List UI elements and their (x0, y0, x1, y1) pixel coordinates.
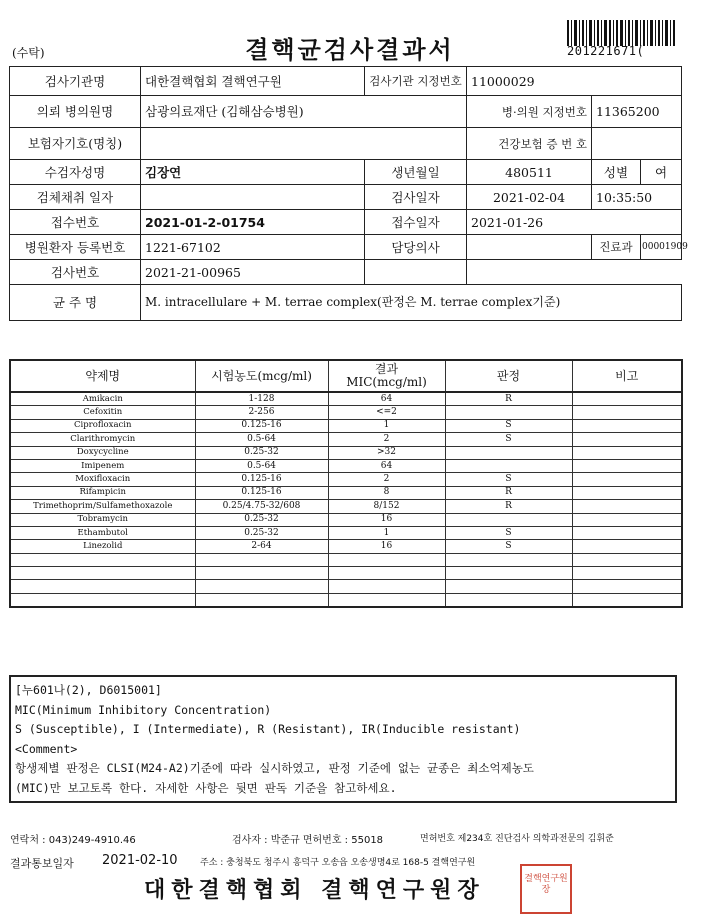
collection-date (141, 185, 365, 210)
remark-cell (572, 446, 682, 459)
range-header: 시험농도(mcg/ml) (195, 360, 328, 392)
mic-cell: 8/152 (328, 500, 445, 513)
mic-cell: 64 (328, 459, 445, 472)
address: 주소 : 충청북도 청주시 흥덕구 오송읍 오송생명4로 168-5 결핵연구원 (200, 858, 476, 868)
mic-cell: 8 (328, 486, 445, 499)
sex-label: 성별 (592, 160, 641, 185)
drug-name-cell: Ciprofloxacin (10, 419, 195, 432)
test-date: 2021-02-04 (467, 185, 592, 210)
department-label: 진료과 (592, 235, 641, 260)
health-code-value (592, 128, 682, 160)
notify-date-label: 결과통보일자 (10, 857, 74, 870)
verdict-cell (445, 553, 572, 566)
range-cell: 0.25-32 (195, 513, 328, 526)
table-row (10, 500, 682, 513)
department-code: 00001909 (641, 235, 682, 260)
mic-cell: 16 (328, 540, 445, 553)
range-cell: 2-256 (195, 406, 328, 419)
drug-name-cell: Moxifloxacin (10, 473, 195, 486)
receipt-no-label: 접수번호 (10, 210, 141, 235)
verdict-cell: S (445, 473, 572, 486)
verdict-cell (445, 567, 572, 580)
remark-cell (572, 580, 682, 593)
range-cell (195, 580, 328, 593)
mic-cell (328, 593, 445, 607)
verdict-cell: S (445, 540, 572, 553)
range-cell: 0.25-32 (195, 526, 328, 539)
table-row (10, 459, 682, 472)
lab-name: 대한결핵협회 결핵연구원 (141, 67, 365, 96)
mic-cell: 64 (328, 392, 445, 406)
drug-name-cell: Cefoxitin (10, 406, 195, 419)
official-seal (520, 864, 572, 914)
organism-label: 균 주 명 (10, 285, 141, 321)
table-row (10, 446, 682, 459)
table-row (10, 526, 682, 539)
mic-header (328, 360, 445, 392)
remark-cell (572, 500, 682, 513)
dob-value: 480511 (467, 160, 592, 185)
note-comment-line2: (MIC)만 보고토록 한다. 자세한 사항은 뒷면 판독 기준을 참고하세요. (15, 780, 397, 795)
doctor-value (467, 235, 592, 260)
receipt-no: 2021-01-2-01754 (141, 210, 365, 235)
table-row (10, 567, 682, 580)
table-row (10, 433, 682, 446)
verdict-cell: R (445, 392, 572, 406)
mic-cell: <=2 (328, 406, 445, 419)
drug-name-cell (10, 593, 195, 607)
organism-name: M. intracellulare + M. terrae complex(판정은 M. terrae complex기준) (141, 285, 682, 321)
note-comment-heading: <Comment> (15, 741, 78, 756)
table-row (10, 406, 682, 419)
health-code-label: 건강보험 증 번 호 (467, 128, 592, 160)
mic-header-line1: 결과 (374, 362, 399, 376)
drug-name-cell: Amikacin (10, 392, 195, 406)
verdict-cell (445, 446, 572, 459)
table-row (10, 540, 682, 553)
table-row (10, 580, 682, 593)
drug-name-cell: Trimethoprim/Sulfamethoxazole (10, 500, 195, 513)
mic-cell: 2 (328, 433, 445, 446)
patient-name-label: 수검자성명 (10, 160, 141, 185)
drug-name-cell: Clarithromycin (10, 433, 195, 446)
remark-cell (572, 540, 682, 553)
director-license: 면허번호 제234호 진단검사 의학과전문의 김휘준 (420, 834, 614, 844)
mic-cell (328, 580, 445, 593)
remark-cell (572, 486, 682, 499)
table-row (10, 486, 682, 499)
remark-cell (572, 553, 682, 566)
range-cell: 0.125-16 (195, 473, 328, 486)
table-row (10, 473, 682, 486)
remark-cell (572, 459, 682, 472)
range-cell (195, 593, 328, 607)
range-cell (195, 567, 328, 580)
seal-text: 결핵연구원장 (524, 874, 568, 895)
test-date-label: 검사일자 (365, 185, 467, 210)
mic-cell: 16 (328, 513, 445, 526)
lab-code-label: 검사기관 지정번호 (365, 67, 467, 96)
examiner-info: 검사자 : 박준규 면허번호 : 55018 (232, 835, 384, 846)
range-cell: 2-64 (195, 540, 328, 553)
drug-name-cell: Doxycycline (10, 446, 195, 459)
clinic-code: 11365200 (592, 96, 682, 128)
contact-phone: 연락처 : 043)249-4910.46 (10, 835, 136, 846)
mic-cell: 1 (328, 419, 445, 432)
susceptibility-table (9, 359, 683, 608)
table-row (10, 593, 682, 607)
lab-code: 11000029 (467, 67, 682, 96)
mic-header-line2: MIC(mcg/ml) (346, 375, 427, 389)
document-title: 결핵균검사결과서 (245, 35, 455, 64)
remark-cell (572, 526, 682, 539)
table-row (10, 553, 682, 566)
drug-header: 약제명 (10, 360, 195, 392)
dob-label: 생년월일 (365, 160, 467, 185)
test-no-label: 검사번호 (10, 260, 141, 285)
mic-cell: 1 (328, 526, 445, 539)
mic-cell: >32 (328, 446, 445, 459)
receipt-date: 2021-01-26 (467, 210, 682, 235)
verdict-cell (445, 513, 572, 526)
range-cell: 0.125-16 (195, 486, 328, 499)
remark-cell (572, 593, 682, 607)
verdict-cell (445, 406, 572, 419)
range-cell (195, 553, 328, 566)
remark-cell (572, 392, 682, 406)
remark-cell (572, 433, 682, 446)
drug-name-cell: Linezolid (10, 540, 195, 553)
verdict-cell: S (445, 419, 572, 432)
verdict-header: 판정 (445, 360, 572, 392)
receipt-date-label: 접수일자 (365, 210, 467, 235)
insurer-label: 보험자기호(명칭) (10, 128, 141, 160)
sex-value: 여 (641, 160, 682, 185)
note-code: [누601나(2), D6015001] (15, 683, 162, 697)
range-cell: 1-128 (195, 392, 328, 406)
drug-name-cell: Rifampicin (10, 486, 195, 499)
doctor-label: 담당의사 (365, 235, 467, 260)
remark-cell (572, 513, 682, 526)
verdict-cell: S (445, 433, 572, 446)
range-cell: 0.5-64 (195, 433, 328, 446)
verdict-cell: R (445, 486, 572, 499)
remark-cell (572, 567, 682, 580)
interpretation-notes (9, 675, 677, 803)
verdict-cell: S (445, 526, 572, 539)
drug-name-cell: Tobramycin (10, 513, 195, 526)
verdict-cell (445, 459, 572, 472)
patient-info-table (9, 66, 688, 321)
lab-name-label: 검사기관명 (10, 67, 141, 96)
issuing-organization: 대한결핵협회 결핵연구원장 (144, 877, 485, 903)
range-cell: 0.25-32 (195, 446, 328, 459)
test-no: 2021-21-00965 (141, 260, 365, 285)
remark-cell (572, 473, 682, 486)
mic-cell (328, 553, 445, 566)
verdict-cell (445, 593, 572, 607)
verdict-cell (445, 580, 572, 593)
hospital-reg-label: 병원환자 등록번호 (10, 235, 141, 260)
clinic-label: 의뢰 병의원명 (10, 96, 141, 128)
verdict-cell: R (445, 500, 572, 513)
range-cell: 0.125-16 (195, 419, 328, 432)
remark-header: 비고 (572, 360, 682, 392)
remark-cell (572, 406, 682, 419)
barcode (567, 20, 675, 46)
note-comment-line1: 항생제별 판정은 CLSI(M24-A2)기준에 따라 실시하였고, 판정 기준에 없는 균종은 최소억제농도 (15, 761, 534, 775)
mic-cell (328, 567, 445, 580)
hospital-reg-no: 1221-67102 (141, 235, 365, 260)
test-time: 10:35:50 (592, 185, 682, 210)
drug-name-cell (10, 580, 195, 593)
barcode-number: 201221671( (567, 44, 645, 58)
collection-date-label: 검체채취 일자 (10, 185, 141, 210)
drug-name-cell (10, 567, 195, 580)
range-cell: 0.5-64 (195, 459, 328, 472)
drug-name-cell: Imipenem (10, 459, 195, 472)
insurer-value (141, 128, 467, 160)
clinic-code-label: 병·의원 지정번호 (467, 96, 592, 128)
patient-name: 김장연 (141, 160, 365, 185)
drug-name-cell (10, 553, 195, 566)
drug-name-cell: Ethambutol (10, 526, 195, 539)
note-mic: MIC(Minimum Inhibitory Concentration) (15, 702, 272, 717)
mic-cell: 2 (328, 473, 445, 486)
table-row (10, 392, 682, 406)
table-row (10, 419, 682, 432)
clinic-name: 삼광의료재단 (김해삼승병원) (141, 96, 467, 128)
notify-date: 2021-02-10 (102, 853, 178, 868)
range-cell: 0.25/4.75-32/608 (195, 500, 328, 513)
remark-cell (572, 419, 682, 432)
note-legend: S (Susceptible), I (Intermediate), R (Resistant), IR(Inducible resistant) (15, 722, 521, 736)
document-type-label: (수탁) (12, 46, 45, 60)
table-row (10, 513, 682, 526)
